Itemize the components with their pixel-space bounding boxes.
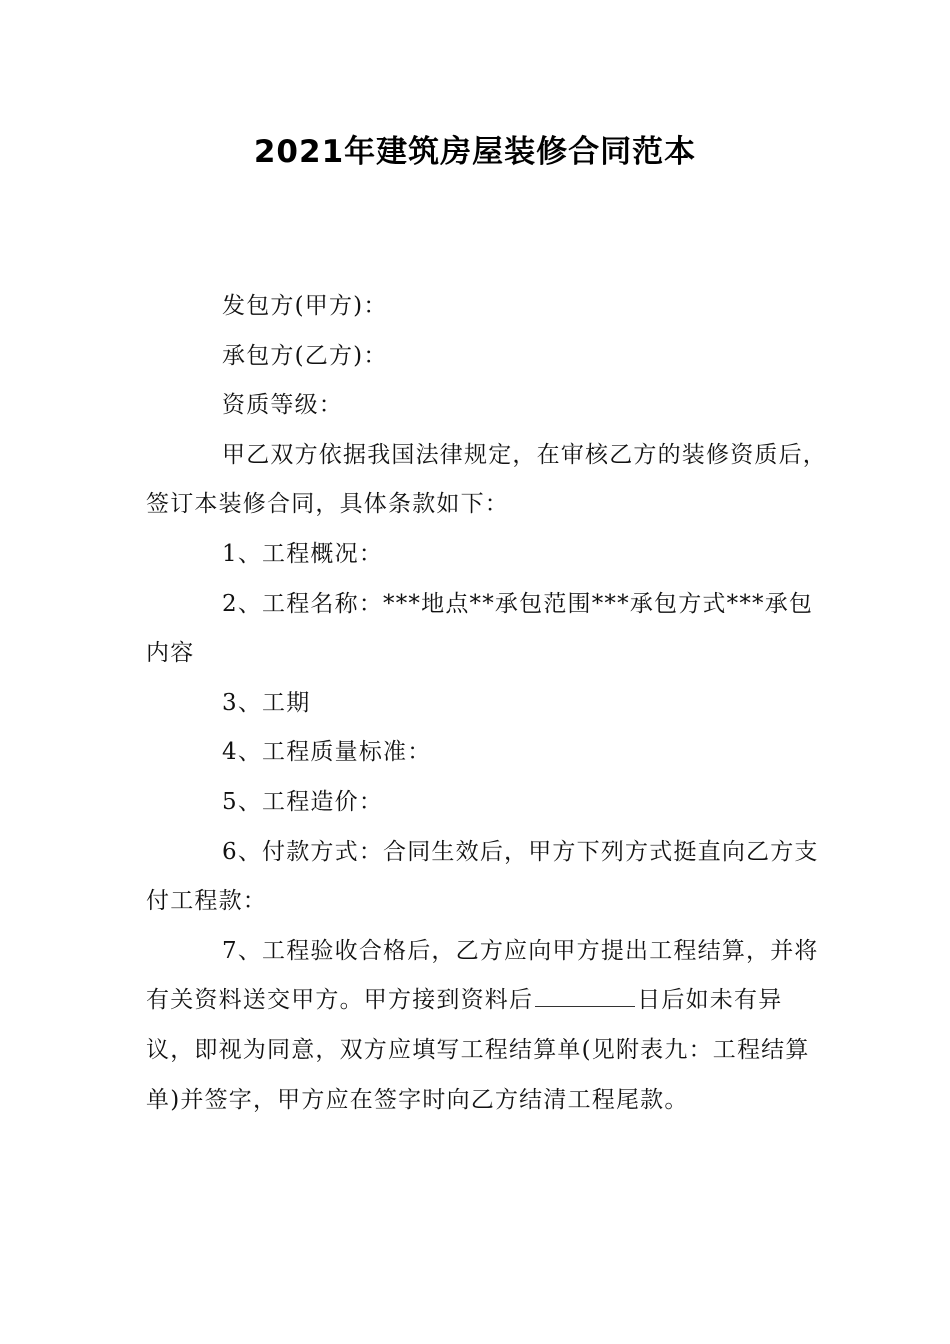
clause-7-part-2: 日后如未有异议，即视为同意，双方应填写工程结算单(见附表九：工程结算单)并签字，甲方应在签字时向乙方结清工程尾款。 xyxy=(146,987,810,1113)
clause-3: 3、工期 xyxy=(222,689,311,716)
document-title: 2021年建筑房屋装修合同范本 xyxy=(253,134,697,170)
clause-4: 4、工程质量标准： xyxy=(222,739,432,766)
clause-5: 5、工程造价： xyxy=(222,788,384,815)
clause-7-part-1: 7、工程验收合格后，乙方应向甲方提出工程结算，并将有关资料送交甲方。甲方接到资料后 xyxy=(146,937,819,1014)
clause-2: 2、工程名称：***地点**承包范围***承包方式***承包内容 xyxy=(146,590,814,667)
clause-7 xyxy=(146,927,830,1125)
paragraph-party-a: 发包方(甲方)： xyxy=(222,293,388,319)
fill-in-blank-days xyxy=(535,984,635,1007)
paragraph-intro: 甲乙双方依据我国法律规定，在审核乙方的装修资质后，签订本装修合同，具体条款如下： xyxy=(146,441,827,518)
clause-1: 1、工程概况： xyxy=(222,540,384,567)
paragraph-party-b: 承包方(乙方)： xyxy=(222,342,388,369)
paragraph-qualification: 资质等级： xyxy=(222,392,343,419)
document-body xyxy=(146,282,830,1125)
clause-6: 6、付款方式：合同生效后，甲方下列方式挺直向乙方支付工程款： xyxy=(146,838,819,915)
